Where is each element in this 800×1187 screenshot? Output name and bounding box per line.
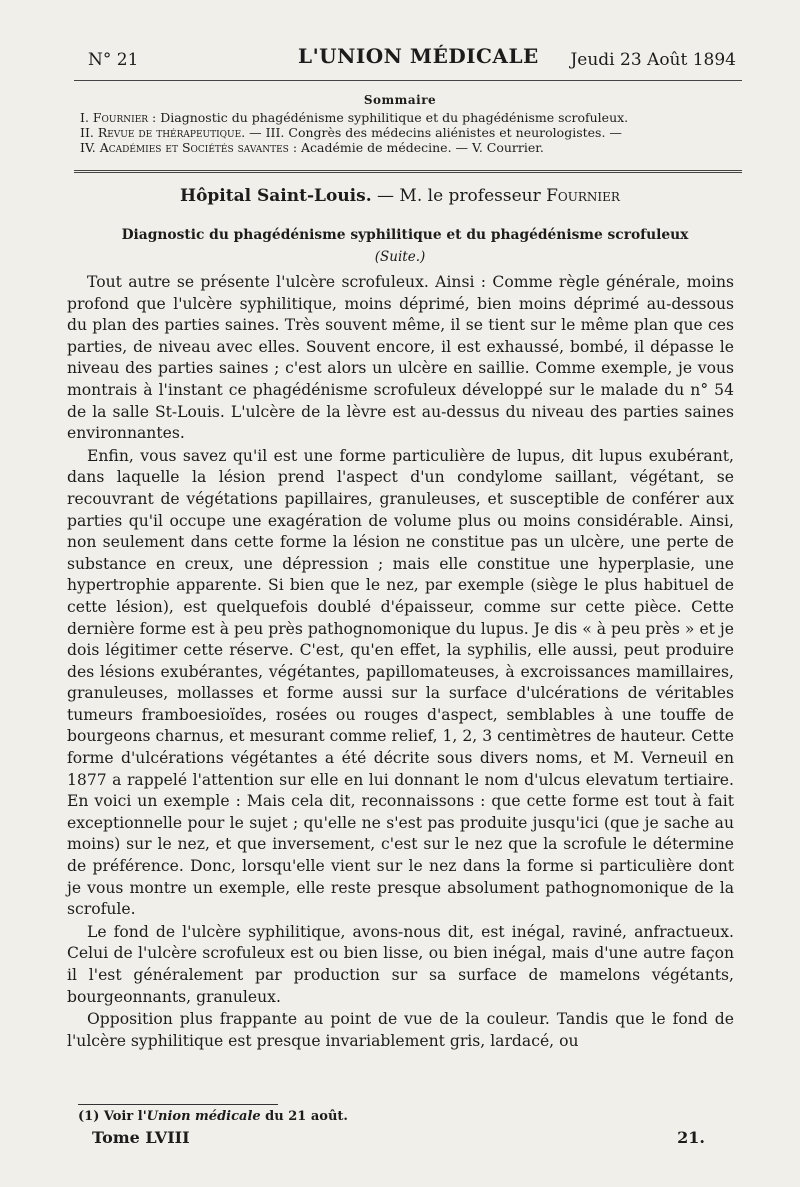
- journal-title: L'UNION MÉDICALE: [298, 44, 539, 68]
- article-suite: (Suite.): [374, 249, 426, 265]
- sommaire: [80, 110, 740, 155]
- sommaire-entry-text: : Diagnostic du phagédénisme syphilitique et du phagédénisme scrofuleux.: [148, 110, 629, 125]
- lecturer-prefix: — M. le professeur: [371, 186, 547, 206]
- footnote-marker: (1) Voir l': [78, 1109, 147, 1124]
- sommaire-line: [80, 125, 740, 140]
- tome-label: Tome LVIII: [92, 1128, 190, 1147]
- sommaire-entry-text: : Académie de médecine. — V. Courrier.: [288, 140, 544, 155]
- hospital-name: Hôpital Saint-Louis.: [180, 186, 372, 206]
- masthead: [88, 44, 736, 74]
- issue-date: Jeudi 23 Août 1894: [570, 50, 736, 70]
- paragraph: Le fond de l'ulcère syphilitique, avons-nous dit, est inégal, raviné, anfractueux. Celui de l'ulcère scrofuleux est ou bien lisse, ou bien inégal, mais d'une autre façon il l'est généralement par production sur sa surface de mamelons végétants, bourgeonnants, granuleux.: [67, 922, 734, 1006]
- footnote: [78, 1109, 348, 1124]
- issue-number: N° 21: [88, 50, 139, 70]
- sommaire-entry-text: — III. Congrès des médecins aliénistes et neurologistes. —: [245, 125, 622, 140]
- article-title: Diagnostic du phagédénisme syphilitique et du phagédénisme scrofuleux: [121, 227, 689, 243]
- sommaire-line: [80, 110, 740, 125]
- footnote-rest: du 21 août.: [260, 1109, 348, 1124]
- page-number: 21.: [677, 1128, 705, 1147]
- sommaire-entry: II. Revue de thérapeutique.: [80, 125, 246, 140]
- sommaire-entry: I. Fournier: [80, 110, 149, 125]
- sommaire-line: [80, 140, 740, 155]
- paragraph: Opposition plus frappante au point de vue de la couleur. Tandis que le fond de l'ulcère syphilitique est presque invariablement gris, lardacé, ou: [67, 1010, 734, 1050]
- hospital-heading: [60, 186, 740, 206]
- lecturer-name: Fournier: [546, 186, 620, 206]
- masthead-rule: [74, 80, 742, 81]
- sommaire-entry: IV. Académies et Sociétés savantes: [80, 140, 289, 155]
- paragraph: Enfin, vous savez qu'il est une forme particulière de lupus, dit lupus exubérant, dans laquelle la lésion prend l'aspect d'un condylome saillant, végétant, se recouvrant de végétations papillaires, granuleuses, et susceptible de conférer aux parties qu'il occupe une exagération de volume plus ou moins considérable. Ainsi, non seulement dans cette forme la lésion ne constitue pas un ulcère, une perte de substance en creux, une dépression ; mais elle constitue une hyperplasie, une hypertrophie apparente. Si bien que le nez, par exemple (siège le plus habituel de cette lésion), est quelquefois doublé d'épaisseur, comme sur cette pièce. Cette dernière forme est à peu près pathognomonique du lupus. Je dis « à peu près » et je dois légitimer cette réserve. C'est, qu'en effet, la syphilis, elle aussi, peut produire des lésions exubérantes, végétantes, papillomateuses, à excroissances mamillaires, granuleuses, mollasses et forme aussi sur la surface d'ulcérations de véritables tumeurs framboesioïdes, rosées ou rouges d'aspect, semblables à une touffe de bourgeons charnus, et mesurant comme relief, 1, 2, 3 centimètres de hauteur. Cette forme d'ulcérations végétantes a été décrite sous divers noms, et M. Verneuil en 1877 a rappelé l'attention sur elle en lui donnant le nom d'ulcus elevatum tertiaire. En voici un exemple : Mais cela dit, reconnaissons : que cette forme est tout à fait exceptionnelle pour le sujet ; qu'elle ne s'est pas produite jusqu'ici (que je sache au moins) sur le nez, et que inversement, c'est sur le nez que la scrofule le détermine de préférence. Donc, lorsqu'elle vient sur le nez dans la forme si particulière dont je vous montre un exemple, elle reste presque absolument pathognomonique de la scrofule.: [67, 446, 734, 919]
- footnote-rule: [78, 1104, 278, 1105]
- paragraph: Tout autre se présente l'ulcère scrofuleux. Ainsi : Comme règle générale, moins profond que l'ulcère syphilitique, moins déprimé, bien moins déprimé au-dessous du plan des parties saines. Très souvent même, il se tient sur le même plan que ces parties, de niveau avec elles. Souvent encore, il est exhaussé, bombé, il dépasse le niveau des parties saines ; c'est alors un ulcère en saillie. Comme exemple, je vous montrais à l'instant ce phagédénisme scrofuleux développé sur le malade du n° 54 de la salle St-Louis. L'ulcère de la lèvre est au-dessus du niveau des parties saines environnantes.: [67, 273, 734, 443]
- article-body: [67, 272, 734, 1052]
- footnote-journal: Union médicale: [146, 1109, 261, 1124]
- sommaire-title: Sommaire: [363, 93, 437, 107]
- sommaire-rule: [74, 170, 742, 173]
